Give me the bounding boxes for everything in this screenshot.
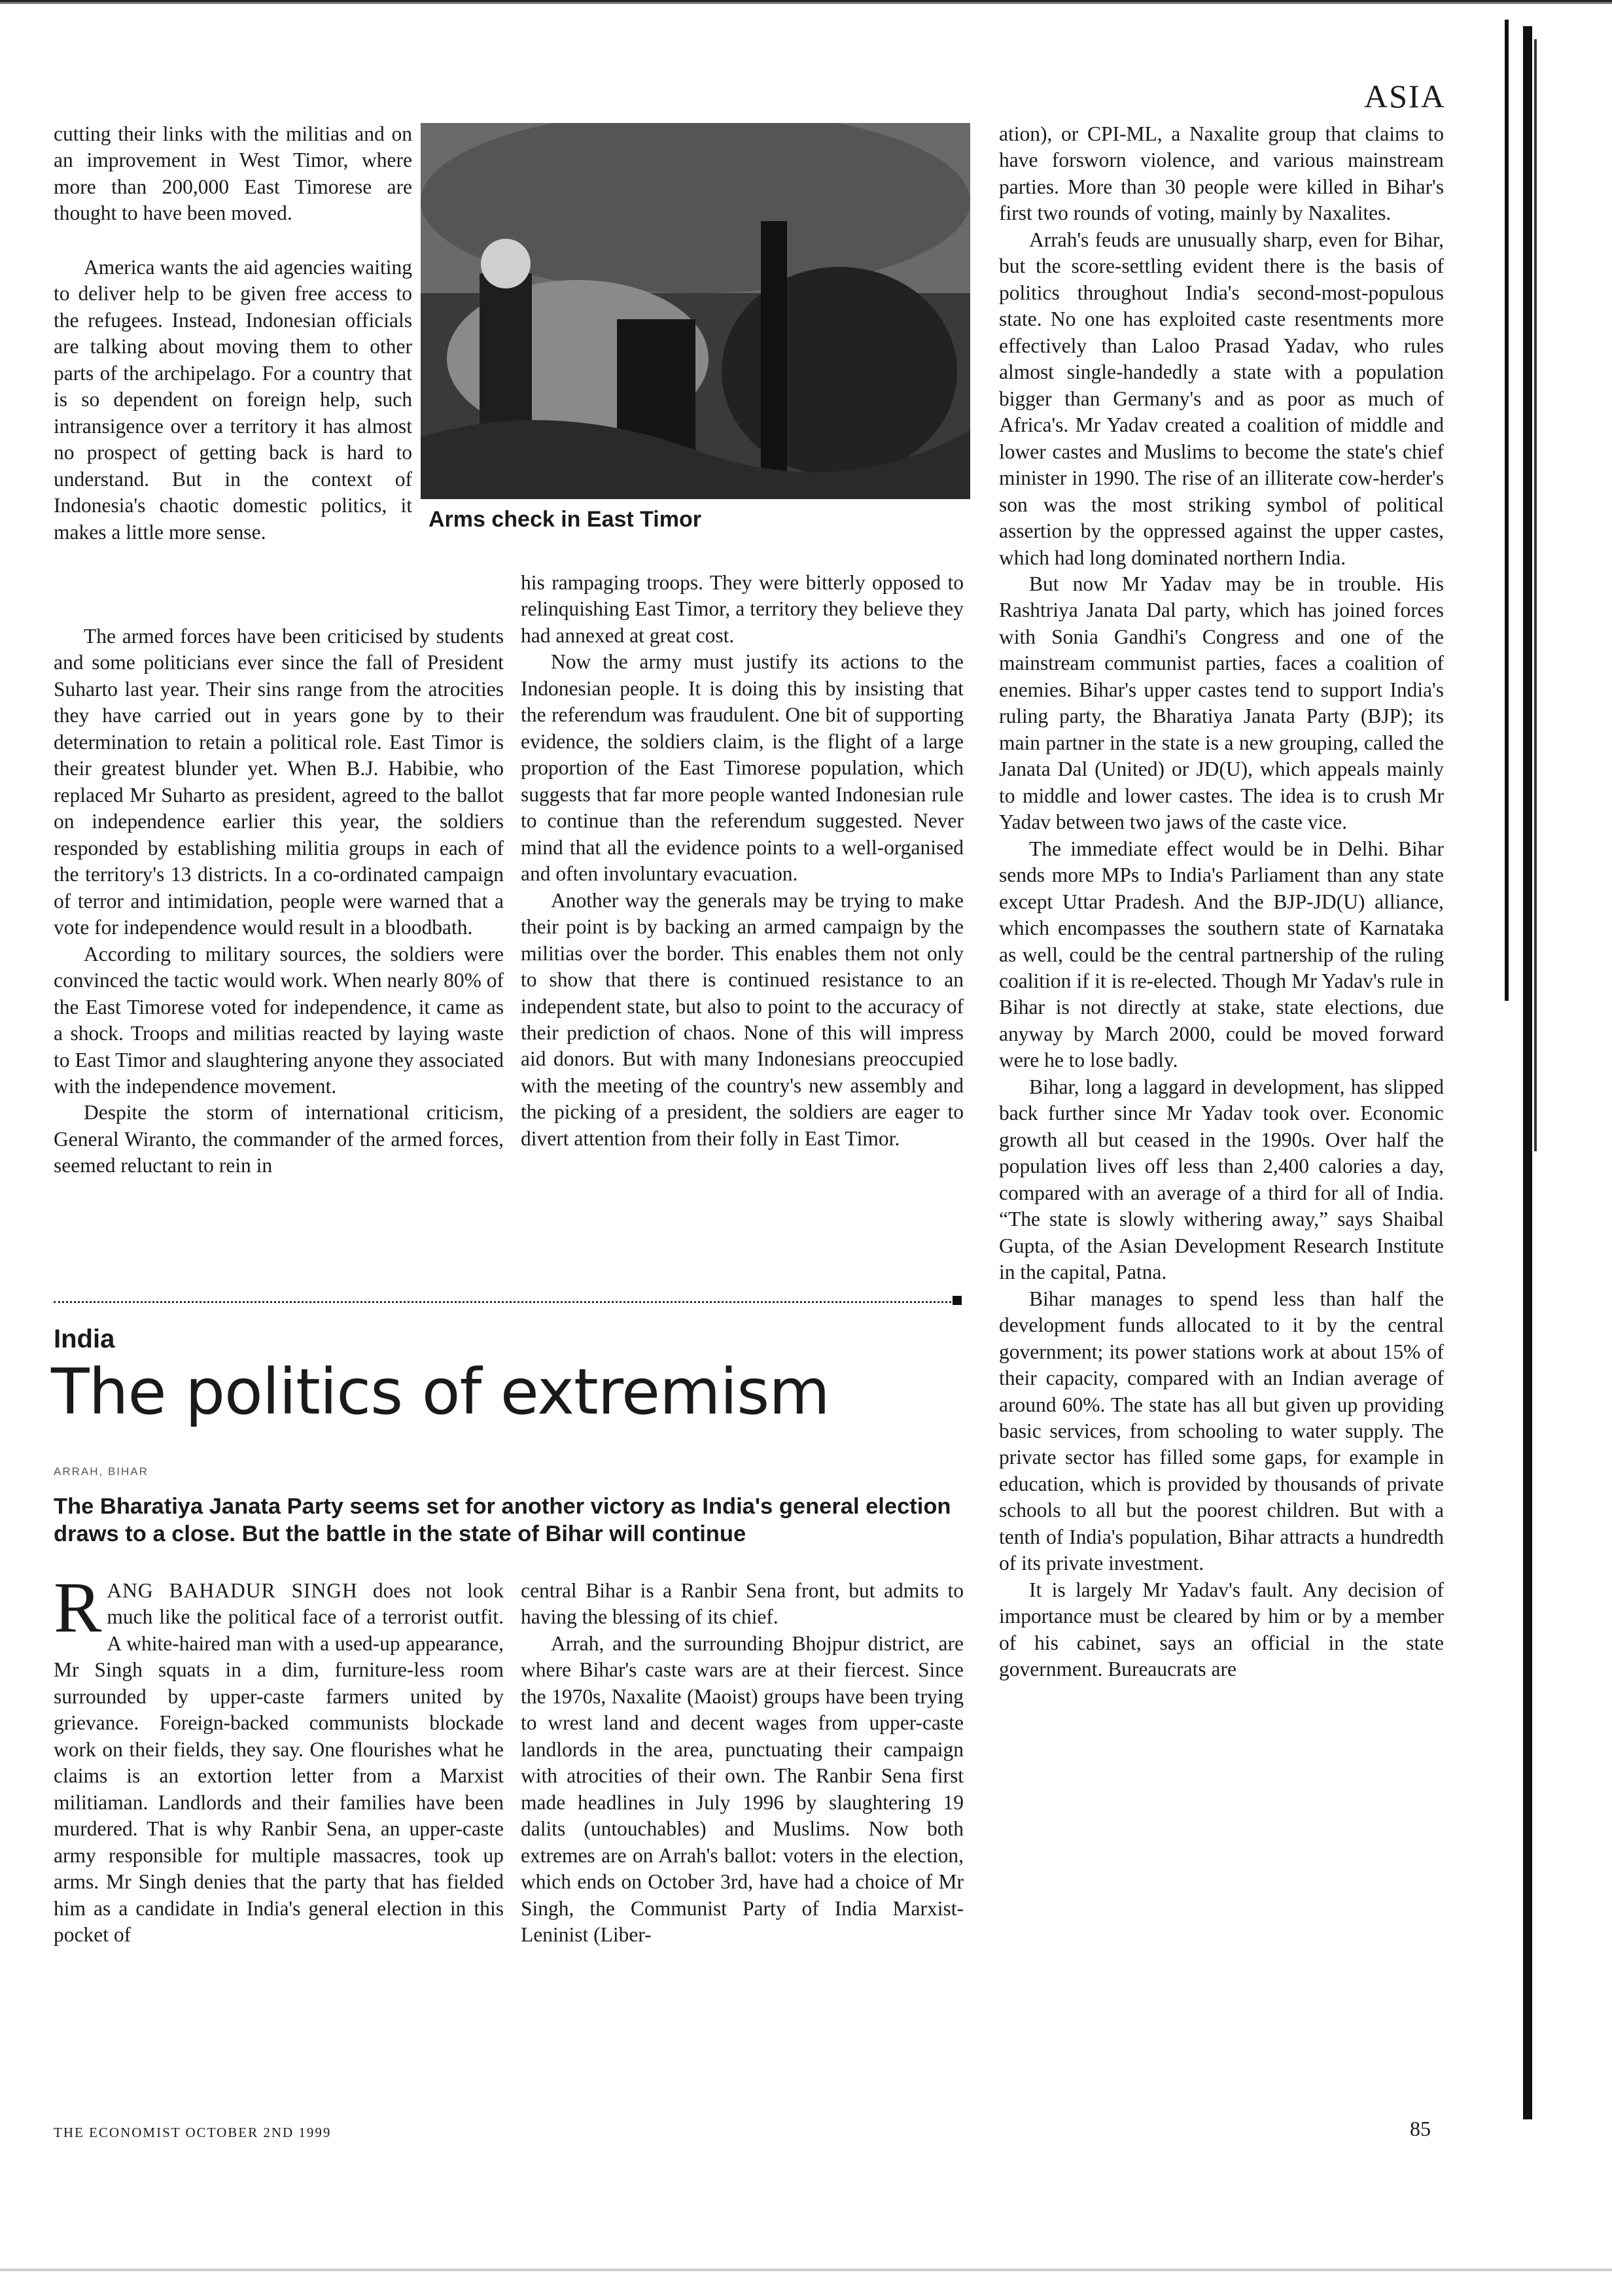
article2-paragraph: Arrah, and the surrounding Bhojpur district, are where Bihar's caste wars are at their fiercest. Since the 1970s, Naxalite (Maoist) groups have been trying to wrest land and decent wages from upper-caste landlords in the area, punctuating their campaign with atrocities of their own. The Ranbir Sena first made headlines in July 1996 by slaughtering 19 dalits (untouchables) and Muslims. Now both extremes are on Arrah's ballot: voters in the election, which ends on October 3rd, have had a choice of Mr Singh, the Communist Party of India Marxist-Leninist (Liber- xyxy=(521,1631,964,1947)
article1-paragraph: Another way the generals may be trying to make their point is by backing an armed campaign by the militias over the border. This enables them not only to show that there is continued resistance to an independent state, but also to point to the accuracy of their prediction of chaos. None of this will impress aid donors. But with many Indonesians preoccupied with the meeting of the country's new assembly and the picking of a president, the soldiers are eager to divert attention from their folly in East Timor. xyxy=(521,888,964,1150)
article1-paragraph: Now the army must justify its actions to the Indonesian people. It is doing this by insisting that the referendum was fraudulent. One bit of supporting evidence, the soldiers claim, is the flight of a large proportion of the East Timorese population, which suggests that far more people wanted Indonesian rule to continue than the referendum suggested. Never mind that all the evidence points to a well-organised and often involuntary evacuation. xyxy=(521,650,964,886)
scan-bottom-edge xyxy=(0,2269,1612,2271)
footer-publication: THE ECONOMIST OCTOBER 2ND 1999 xyxy=(54,2125,332,2140)
article2-lead-paragraph xyxy=(54,1567,504,1949)
article1-paragraph: Despite the storm of international criticism, General Wiranto, the commander of the armed forces, seemed reluctant to rein in xyxy=(54,1101,504,1177)
article-headline: The politics of extremism xyxy=(51,1355,830,1429)
article1-paragraph: America wants the aid agencies waiting to deliver help to be given free access to the refugees. Instead, Indonesian officials are talking about moving them to other parts of the archipelago. For a country that is so dependent on foreign help, such intransigence over a territory it has almost no prospect of getting back is hard to understand. But in the context of Indonesia's chaotic domestic politics, it makes a little more sense. xyxy=(54,256,412,544)
article2-paragraph: central Bihar is a Ranbir Sena front, but admits to having the blessing of its chief. xyxy=(521,1579,964,1629)
scan-right-edge-bar xyxy=(1523,26,1532,2119)
article-dateline: ARRAH, BIHAR xyxy=(54,1465,149,1478)
page-number: 85 xyxy=(1410,2117,1431,2140)
lead-text: does not look much like the political face of a terrorist outfit. A white-haired man with a used-up appearance, Mr Singh squats in a dim, furniture-less room surrounded by upper-caste farmers united by grievance. Foreign-backed communists blockade work on their fields, they say. One flourishes what he claims is an extortion letter from a Marxist militiaman. Landlords and their families have been murdered. That is why Ranbir Sena, an upper-caste army responsible for multiple massacres, took up arms. Mr Singh denies that the party that has fielded him as a candidate in India's general election in this pocket of xyxy=(54,1579,504,1947)
article2-paragraph: Arrah's feuds are unusually sharp, even for Bihar, but the score-settling evident there is the basis of politics throughout India's second-most-populous state. No one has exploited caste resentments more effectively than Laloo Prasad Yadav, who rules almost single-handedly a state with a population bigger than Germany's and as poor as much of Africa's. Mr Yadav created a coalition of middle and lower castes and Muslims to become the state's chief minister in 1990. The rise of an illiterate cow-herder's son was the most striking symbol of political assertion by the oppressed against the upper castes, which had long dominated northern India. xyxy=(999,228,1444,569)
article2-paragraph: But now Mr Yadav may be in trouble. His Rashtriya Janata Dal party, which has joined forces with Sonia Gandhi's Congress and one of the mainstream communist parties, faces a coalition of enemies. Bihar's upper castes tend to support India's ruling party, the Bharatiya Janata Party (BJP); its main partner in the state is a new grouping, called the Janata Dal (United) or JD(U), which appeals mainly to middle and lower castes. The idea is to crush Mr Yadav between two jaws of the caste vice. xyxy=(999,572,1444,834)
article-end-rule xyxy=(54,1301,955,1303)
photo-caption: Arms check in East Timor xyxy=(429,507,701,532)
article2-paragraph: The immediate effect would be in Delhi. Bihar sends more MPs to India's Parliament than any state except Uttar Pradesh. And the BJP-JD(U) alliance, which encompasses the southern state of Karnataka as well, could be the central partnership of the ruling coalition if it is re-elected. Though Mr Yadav's rule in Bihar is not directly at stake, state elections, due anyway by March 2000, could be moved forward were he to lose badly. xyxy=(999,837,1444,1072)
article1-paragraph: his rampaging troops. They were bitterly opposed to relinquishing East Timor, a territory they believe they had annexed at great cost. xyxy=(521,571,964,647)
section-label: ASIA xyxy=(1364,78,1446,114)
article1-column-1c xyxy=(54,623,504,1179)
article2-column-2 xyxy=(521,1578,964,1949)
article1-paragraph: The armed forces have been criticised by students and some politicians ever since the fall of President Suharto last year. Their sins range from the atrocities they have carried out in years gone by to their determination to retain a political role. East Timor is their greatest blunder yet. When B.J. Habibie, who replaced Mr Suharto as president, agreed to the ballot on independence earlier this year, the soldiers responded by establishing militia groups in each of the territory's 13 districts. In a co-ordinated campaign of terror and intimidation, people were warned that a vote for independence would result in a bloodbath. xyxy=(54,625,504,939)
scan-top-edge xyxy=(0,0,1612,13)
article-end-mark xyxy=(953,1296,962,1305)
scan-right-edge-tick xyxy=(1534,39,1537,1151)
photo-image xyxy=(421,123,970,499)
scan-right-edge xyxy=(1505,20,1509,1001)
article2-column-1 xyxy=(54,1567,504,1949)
article2-paragraph: It is largely Mr Yadav's fault. Any decision of importance must be cleared by him or by a member of his cabinet, says an official in the state government. Bureaucrats are xyxy=(999,1578,1444,1681)
article2-column-3 xyxy=(999,121,1444,1683)
article1-paragraph: cutting their links with the militias and on an improvement in West Timor, where more than 200,000 East Timorese are thought to have been moved. xyxy=(54,122,412,225)
article2-paragraph: Bihar manages to spend less than half the development funds allocated to it by the central government; its power stations work at about 15% of their capacity, compared with an Indian average of around 60%. The state has all but given up providing basic services, from schooling to water supply. The private sector has filled some gaps, for example in education, which is provided by thousands of private schools to all but the poorest children. But with a tenth of India's population, Bihar attracts a hundredth of its private investment. xyxy=(999,1287,1444,1575)
article1-column-1a xyxy=(54,121,412,227)
article1-column-2 xyxy=(521,570,964,1152)
photo-arms-check xyxy=(421,123,970,499)
article-kicker: India xyxy=(54,1325,115,1353)
article2-paragraph: Bihar, long a laggard in development, has slipped back further since Mr Yadav took over. Economic growth all but ceased in the 1990s. Over half the population lives off less than 2,400 calories a day, compared with an average of a third for all of India. “The state is slowly withering away,” says Shaibal Gupta, of the Asian Development Research Institute in the capital, Patna. xyxy=(999,1075,1444,1284)
article-rubric: The Bharatiya Janata Party seems set for another victory as India's general election draws to a close. But the battle in the state of Bihar will continue xyxy=(54,1494,951,1547)
article1-paragraph: According to military sources, the soldiers were convinced the tactic would work. When nearly 80% of the East Timorese voted for independence, it came as a shock. Troops and militias reacted by laying waste to East Timor and slaughtering anyone they associated with the independence movement. xyxy=(54,942,504,1098)
lead-small-caps: ANG BAHADUR SINGH xyxy=(107,1579,358,1602)
drop-cap: R xyxy=(54,1567,102,1647)
article1-column-1b xyxy=(54,254,412,546)
article2-paragraph: ation), or CPI-ML, a Naxalite group that claims to have forsworn violence, and various mainstream parties. More than 30 people were killed in Bihar's first two rounds of voting, mainly by Naxalites. xyxy=(999,122,1444,225)
